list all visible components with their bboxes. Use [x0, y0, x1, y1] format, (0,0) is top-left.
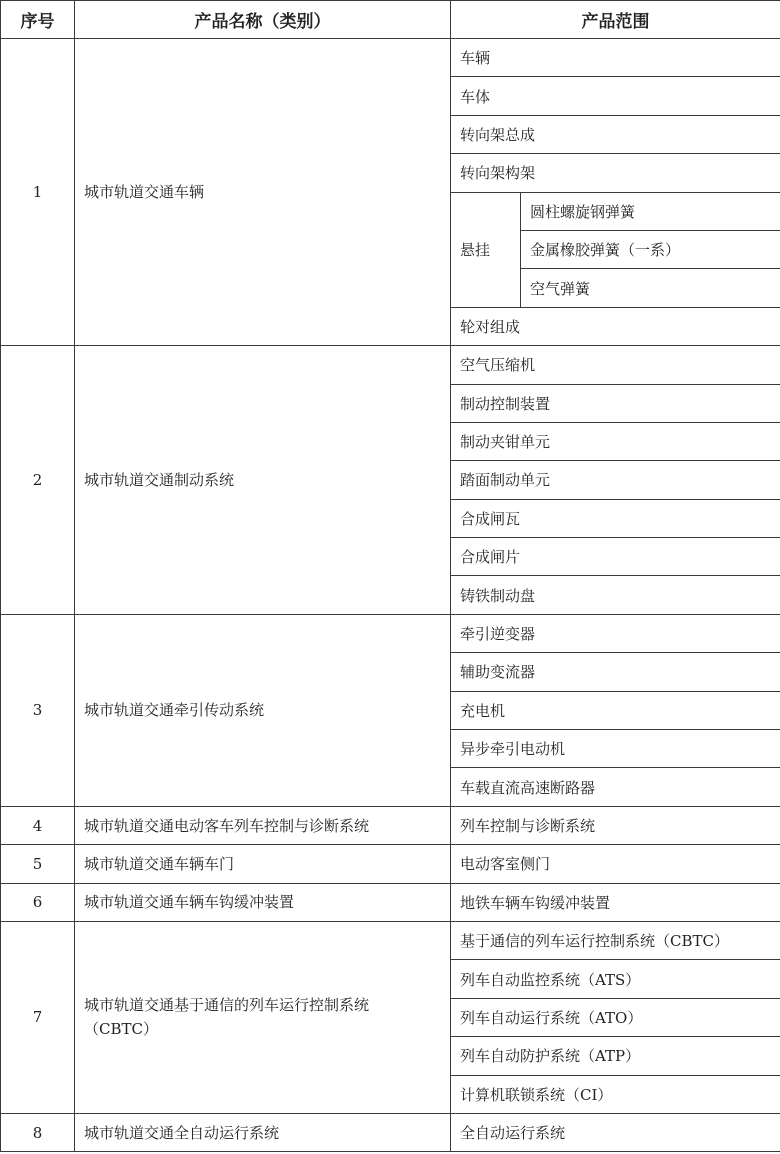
scope-item: 地铁车辆车钩缓冲装置 [451, 883, 780, 921]
row-number: 5 [1, 845, 75, 883]
scope-subitem: 圆柱螺旋钢弹簧 [521, 192, 780, 230]
scope-item: 车载直流高速断路器 [451, 768, 780, 806]
scope-item: 基于通信的列车运行控制系统（CBTC） [451, 921, 780, 959]
row-number: 3 [1, 614, 75, 806]
product-name: 城市轨道交通全自动运行系统 [75, 1113, 451, 1151]
scope-item: 铸铁制动盘 [451, 576, 780, 614]
table-row [1, 346, 780, 384]
scope-item: 转向架构架 [451, 154, 780, 192]
row-number: 8 [1, 1113, 75, 1151]
scope-item: 列车自动监控系统（ATS） [451, 960, 780, 998]
table-row [1, 806, 780, 844]
scope-item: 异步牵引电动机 [451, 730, 780, 768]
scope-subitem: 空气弹簧 [521, 269, 780, 307]
table-row [1, 614, 780, 652]
scope-item: 辅助变流器 [451, 653, 780, 691]
table-row [1, 1113, 780, 1151]
product-name: 城市轨道交通车辆 [75, 39, 451, 346]
scope-item: 合成闸片 [451, 538, 780, 576]
scope-item: 列车自动运行系统（ATO） [451, 998, 780, 1036]
scope-item: 计算机联锁系统（CI） [451, 1075, 780, 1113]
scope-item: 转向架总成 [451, 115, 780, 153]
row-number: 1 [1, 39, 75, 346]
scope-item: 全自动运行系统 [451, 1113, 780, 1151]
scope-item: 合成闸瓦 [451, 499, 780, 537]
product-name: 城市轨道交通车辆车钩缓冲装置 [75, 883, 451, 921]
scope-item: 车辆 [451, 39, 780, 77]
row-number: 4 [1, 806, 75, 844]
scope-item: 电动客室侧门 [451, 845, 780, 883]
table-row [1, 39, 780, 77]
scope-item: 列车自动防护系统（ATP） [451, 1037, 780, 1075]
scope-item: 充电机 [451, 691, 780, 729]
scope-item: 牵引逆变器 [451, 614, 780, 652]
scope-item: 踏面制动单元 [451, 461, 780, 499]
scope-item: 空气压缩机 [451, 346, 780, 384]
scope-item: 制动控制装置 [451, 384, 780, 422]
table-row [1, 883, 780, 921]
header-product-scope: 产品范围 [451, 1, 780, 39]
product-name: 城市轨道交通制动系统 [75, 346, 451, 615]
product-name: 城市轨道交通车辆车门 [75, 845, 451, 883]
row-number: 7 [1, 921, 75, 1113]
table-row [1, 921, 780, 959]
scope-group-label: 悬挂 [451, 192, 521, 307]
row-number: 6 [1, 883, 75, 921]
product-name: 城市轨道交通牵引传动系统 [75, 614, 451, 806]
scope-item: 轮对组成 [451, 307, 780, 345]
scope-item: 列车控制与诊断系统 [451, 806, 780, 844]
scope-subitem: 金属橡胶弹簧（一系） [521, 230, 780, 268]
table-row [1, 845, 780, 883]
header-number: 序号 [1, 1, 75, 39]
header-product-name: 产品名称（类别） [75, 1, 451, 39]
row-number: 2 [1, 346, 75, 615]
scope-item: 制动夹钳单元 [451, 422, 780, 460]
scope-item: 车体 [451, 77, 780, 115]
product-name: 城市轨道交通基于通信的列车运行控制系统（CBTC） [75, 921, 451, 1113]
header-row [1, 1, 780, 39]
product-name: 城市轨道交通电动客车列车控制与诊断系统 [75, 806, 451, 844]
